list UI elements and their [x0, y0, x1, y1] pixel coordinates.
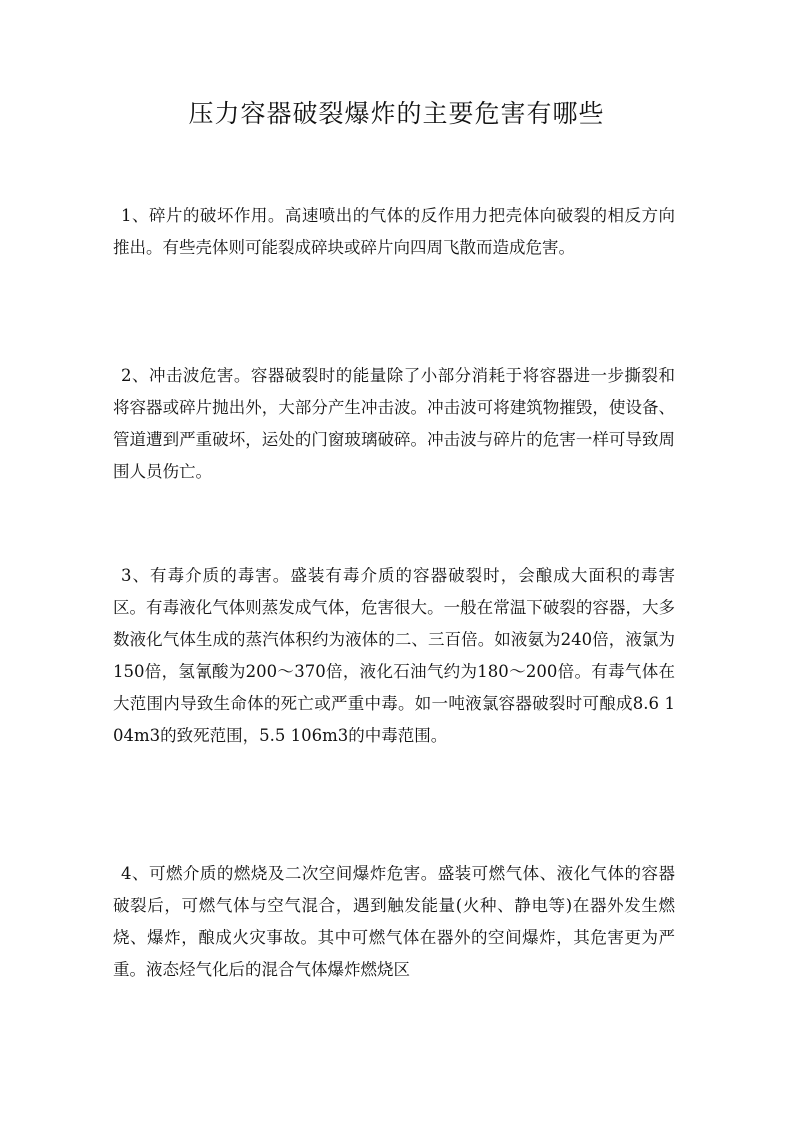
paragraph-toxic-medium: 3、有毒介质的毒害。盛装有毒介质的容器破裂时，会酿成大面积的毒害区。有毒液化气体则蒸发成气体，危害很大。一般在常温下破裂的容器，大多数液化气体生成的蒸汽体积约为液体的二、三百倍。如液氨为240倍，液氯为150倍，氢氰酸为200～370倍，液化石油气约为180～200倍。有毒气体在大范围内导致生命体的死亡或严重中毒。如一吨液氯容器破裂时可酿成8.6 104m3的致死范围，5.5 106m3的中毒范围。 — [113, 566, 675, 745]
paragraph-combustion-explosion: 4、可燃介质的燃烧及二次空间爆炸危害。盛装可燃气体、液化气体的容器破裂后，可燃气体与空气混合，遇到触发能量(火种、静电等)在器外发生燃烧、爆炸，酿成火灾事故。其中可燃气体在器外的空间爆炸，其危害更为严重。液态烃气化后的混合气体爆炸燃烧区 — [113, 864, 675, 979]
page-title: 压力容器破裂爆炸的主要危害有哪些 — [188, 99, 605, 128]
paragraph-fragment-damage: 1、碎片的破坏作用。高速喷出的气体的反作用力把壳体向破裂的相反方向推出。有些壳体则可能裂成碎块或碎片向四周飞散而造成危害。 — [113, 206, 675, 257]
paragraph-shock-wave: 2、冲击波危害。容器破裂时的能量除了小部分消耗于将容器进一步撕裂和将容器或碎片抛出外，大部分产生冲击波。冲击波可将建筑物摧毁，使设备、管道遭到严重破坏，运处的门窗玻璃破碎。冲击波与碎片的危害一样可导致周围人员伤亡。 — [113, 366, 675, 481]
